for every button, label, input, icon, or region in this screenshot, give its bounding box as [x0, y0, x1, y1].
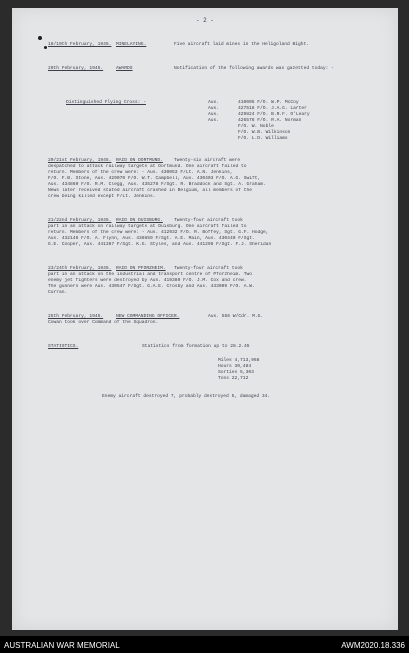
- list-item: F/O. W.B. Wilkinson: [238, 130, 291, 135]
- list-item: Aus. 426576 F/O. R.A. Norman: [208, 118, 302, 123]
- entry-commanding-officer: 25th February, 1945. NEW COMMANDING OFFICER. Aus. 556 W/Cdr. M.G. Cowan took over Command of the Squadron.: [48, 314, 264, 325]
- punch-hole: [44, 46, 47, 49]
- entry-duisburg: 21/22nd February, 1945. RAID ON DUISBURG. Twenty-four aircraft took part in an attack on railway targets at Duisburg. One aircraft failed to return. Members of the crew were: - Aus. 412932 F/O. R. Boffey, Sgt. G.F. Hodge, Aus. 432146 F/O. A. Flynn, Aus. 436659 F/Sgt. A.E. Main, Aus. 430440 F/Sgt. G.E. Cooper, Aus. 441367 F/Sgt. K.G. Styles, and Aus. 441298 F/Sgt. F.J. Sheridan: [48, 218, 272, 247]
- awards-list: [208, 100, 388, 142]
- statistics-heading: STATISTICS.: [48, 344, 79, 349]
- enemy-aircraft-summary: Enemy aircraft destroyed 7, probably destroyed 5, damaged 34.: [102, 394, 271, 399]
- entry-awards: 20th February, 1945. AWARDS Notification of the following awards was gazetted today: -: [48, 66, 334, 71]
- footer-left: AUSTRALIAN WAR MEMORIAL: [4, 641, 120, 650]
- dfc-label: Distinguished Flying Cross: -: [66, 100, 146, 105]
- list-item: Aus. 429824 F/O. B.R.F. O'Leary: [208, 112, 310, 117]
- statistics-text: Statistics from formation up to 28.2.45: [142, 344, 250, 349]
- list-item: F/O. W. Noble: [238, 124, 274, 129]
- total-tons: Tons 22,712: [218, 376, 249, 381]
- document-page: [12, 8, 398, 630]
- page-number: - 2 -: [195, 17, 214, 24]
- punch-hole: [38, 36, 42, 40]
- total-sorties: Sorties 5,303: [218, 370, 254, 375]
- entry-minelaying: 18/19th February, 1945. MINELAYING. Five aircraft laid mines in the Heligoland Bight.: [48, 42, 310, 47]
- total-miles: Miles 4,713,968: [218, 358, 260, 363]
- total-hours: Hours 30,484: [218, 364, 252, 369]
- entry-dortmund: 20/21st February, 1945. RAID ON DORTMUND. Twenty-six aircraft were despatched to attack railway targets at Dortmund. One aircraft failed to return. Members of the crew were: - Aus. 430053 F/Lt. A.N. Jenkins, F/O. F.B. Stone, Aus. 429070 F/O. W.T. Campbell, Aus. 430403 F/O. A.G. Swift, Aus. 434860 F/O. R.M. Clegg, Aus. 435278 F/Sgt. R. Braddock and Sgt. A. Graham. News later received stated aircraft crashed in Belgium, all members of the crew being killed except F/Lt. Jenkins.: [48, 158, 266, 199]
- list-item: Aus. 410005 F/O. W.P. McCoy: [208, 100, 299, 105]
- entry-pforzheim: 23/24th February, 1945. RAID ON PFORZHEIM. Twenty-four aircraft took part in an attack on the industrial and transport centre of Pforzheim. Two enemy jet fighters were destroyed by Aus. 419380 F/O. J.M. Cox and crew. The gunners were Aus. 430547 F/Sgt. G.A.E. Crosby and Aus. 433009 F/O. A.W. Curran.: [48, 266, 255, 295]
- footer-bar: [0, 636, 409, 653]
- list-item: Aus. 427518 F/O. J.A.G. Larter: [208, 106, 307, 111]
- list-item: F/O. L.D. Williams: [238, 136, 288, 141]
- footer-right: AWM2020.18.336: [341, 641, 405, 650]
